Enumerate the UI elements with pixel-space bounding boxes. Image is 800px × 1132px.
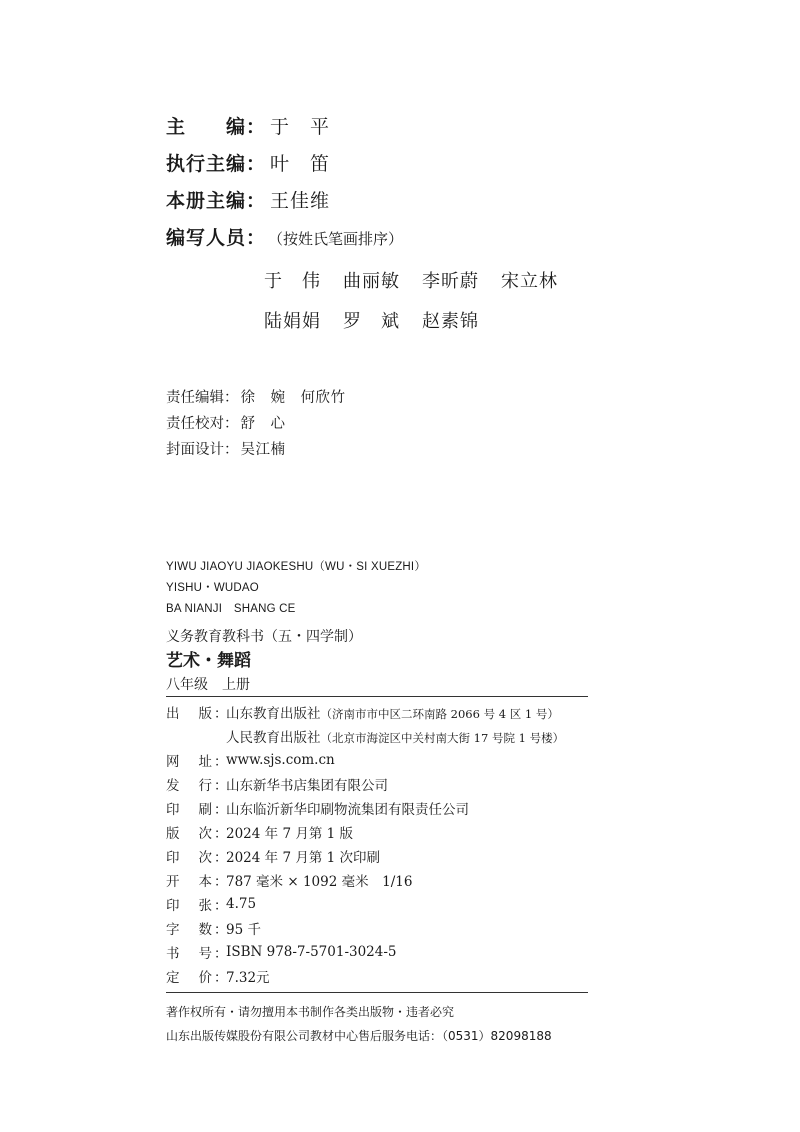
staff-row [166, 409, 346, 435]
pinyin-line: BA NIANJI SHANG CE [166, 603, 296, 615]
value-text: 山东临沂新华印刷物流集团有限责任公司 [226, 802, 469, 818]
staff-row [166, 435, 346, 461]
staff-value: 徐 婉 何欣竹 [240, 389, 346, 406]
publication-value [226, 846, 380, 866]
writer-name: 罗 斌 [343, 311, 400, 332]
pinyin-block [166, 557, 426, 620]
writer-name: 于 伟 [264, 271, 321, 292]
label-char: 定 [166, 970, 180, 986]
label-char: 次 [198, 826, 212, 842]
publication-label [166, 870, 226, 890]
publication-row [166, 772, 588, 796]
value-text: 山东新华书店集团有限公司 [226, 778, 388, 794]
publication-row [166, 820, 588, 844]
colon: ： [214, 922, 228, 938]
publication-value [226, 798, 469, 818]
publication-row [166, 916, 588, 940]
series-title: 义务教育教科书（五・四学制） [166, 629, 362, 645]
colon: ： [246, 116, 267, 138]
label-char: 书 [166, 946, 180, 962]
label-char: 开 [166, 874, 180, 890]
staff-value: 吴江楠 [240, 441, 286, 458]
publication-label [166, 822, 226, 842]
writer-name: 赵素锦 [422, 311, 479, 332]
colon: ： [214, 706, 228, 722]
publication-value [226, 896, 256, 912]
staff-block [166, 383, 346, 461]
label-char: 刷 [198, 802, 212, 818]
value-text: www.sjs.com.cn [226, 752, 335, 768]
chief-editor-name: 于 平 [270, 116, 331, 138]
publication-label [166, 798, 226, 818]
label-char: 字 [166, 922, 180, 938]
exec-editor-row [166, 149, 580, 186]
writer-name: 曲丽敏 [343, 271, 400, 292]
publication-label [166, 702, 226, 722]
book-info-block [166, 626, 588, 993]
colon: ： [214, 898, 228, 914]
colon: ： [214, 754, 228, 770]
volume-editor-label: 本册主编 [166, 190, 247, 212]
colon: ： [214, 802, 228, 818]
exec-editor-name: 叶 笛 [270, 153, 331, 175]
publication-label [166, 894, 226, 914]
publication-value [226, 822, 353, 842]
staff-label: 责任校对： [166, 415, 239, 432]
publication-row [166, 700, 588, 724]
publication-value [226, 702, 559, 722]
colon: ： [214, 826, 228, 842]
publication-row [166, 868, 588, 892]
writers-row [166, 223, 580, 260]
label-char: 张 [198, 898, 212, 914]
publication-value [226, 944, 397, 960]
staff-value: 舒 心 [240, 415, 286, 432]
staff-label: 责任编辑： [166, 389, 239, 406]
writers-line-1 [166, 260, 580, 300]
divider [166, 696, 588, 697]
label-char: 号 [198, 946, 212, 962]
value-text: 4.75 [226, 896, 257, 912]
volume-editor-name: 王佳维 [270, 190, 331, 212]
writer-name: 陆娟娟 [264, 311, 321, 332]
value-text: 2024 年 7 月第 1 版 [226, 826, 353, 842]
pinyin-line: YISHU・WUDAO [166, 582, 259, 594]
label-char: 数 [198, 922, 212, 938]
writer-name: 李昕蔚 [422, 271, 479, 292]
publication-value [226, 752, 335, 768]
staff-row [166, 383, 346, 409]
label-char: 印 [166, 898, 180, 914]
colon: ： [214, 778, 228, 794]
publication-value [226, 870, 412, 890]
publication-value [226, 774, 388, 794]
colon: ： [214, 874, 228, 890]
chief-editor-row [166, 112, 580, 149]
address-text: （济南市市中区二环南路 2066 号 4 区 1 号） [320, 707, 559, 721]
pinyin-line: YIWU JIAOYU JIAOKESHU（WU・SI XUEZHI） [166, 561, 427, 573]
publication-label [166, 918, 226, 938]
publication-row [166, 940, 588, 964]
publication-label [166, 966, 226, 986]
colon: ： [246, 153, 267, 175]
label-char: 印 [166, 850, 180, 866]
label-char: 价 [198, 970, 212, 986]
credits-block [166, 112, 580, 340]
label-char: 版 [198, 706, 212, 722]
writers-label: 编写人员 [166, 227, 247, 249]
staff-label: 封面设计： [166, 441, 239, 458]
colon: ： [214, 970, 228, 986]
label-char: 发 [166, 778, 180, 794]
writers-line-2 [166, 300, 580, 340]
writers-note: （按姓氏笔画排序） [268, 230, 404, 248]
copyright-notice: 著作权所有・请勿擅用本书制作各类出版物・违者必究 [166, 1005, 455, 1019]
value-text: 山东教育出版社 [226, 706, 321, 722]
publication-row [166, 964, 588, 988]
volume-label: 八年级 上册 [166, 677, 250, 693]
writer-name: 宋立林 [501, 271, 558, 292]
publication-value [226, 726, 564, 746]
label-char: 版 [166, 826, 180, 842]
label-char: 本 [198, 874, 212, 890]
book-title: 艺术・舞蹈 [166, 651, 251, 671]
divider [166, 992, 588, 993]
value-text: 人民教育出版社 [226, 730, 321, 746]
publication-label [166, 942, 226, 962]
chief-editor-label: 主 编 [166, 116, 247, 138]
value-text: 787 毫米 × 1092 毫米 1/16 [226, 874, 413, 890]
publication-table [166, 700, 588, 988]
colon: ： [246, 227, 267, 249]
publication-value [226, 918, 261, 938]
label-char: 址 [198, 754, 212, 770]
colon: ： [246, 190, 267, 212]
label-char: 出 [166, 706, 180, 722]
footer-block [166, 1000, 588, 1048]
value-text: 2024 年 7 月第 1 次印刷 [226, 850, 380, 866]
publication-row [166, 844, 588, 868]
colon: ： [214, 850, 228, 866]
publication-value [226, 966, 270, 986]
publication-row [166, 724, 588, 748]
publication-label [166, 846, 226, 866]
volume-editor-row [166, 186, 580, 223]
publication-label [166, 750, 226, 770]
publication-row [166, 748, 588, 772]
value-text: 7.32元 [226, 970, 270, 986]
label-char: 次 [198, 850, 212, 866]
publication-label [166, 774, 226, 794]
publication-row [166, 796, 588, 820]
exec-editor-label: 执行主编 [166, 153, 247, 175]
address-text: （北京市海淀区中关村南大街 17 号院 1 号楼） [320, 731, 565, 745]
service-phone: 山东出版传媒股份有限公司教材中心售后服务电话：（0531）82098188 [166, 1029, 552, 1043]
colon: ： [214, 946, 228, 962]
label-char: 行 [198, 778, 212, 794]
label-char: 印 [166, 802, 180, 818]
value-text: 95 千 [226, 922, 261, 938]
value-text: ISBN 978-7-5701-3024-5 [226, 944, 397, 960]
publication-row [166, 892, 588, 916]
label-char: 网 [166, 754, 180, 770]
